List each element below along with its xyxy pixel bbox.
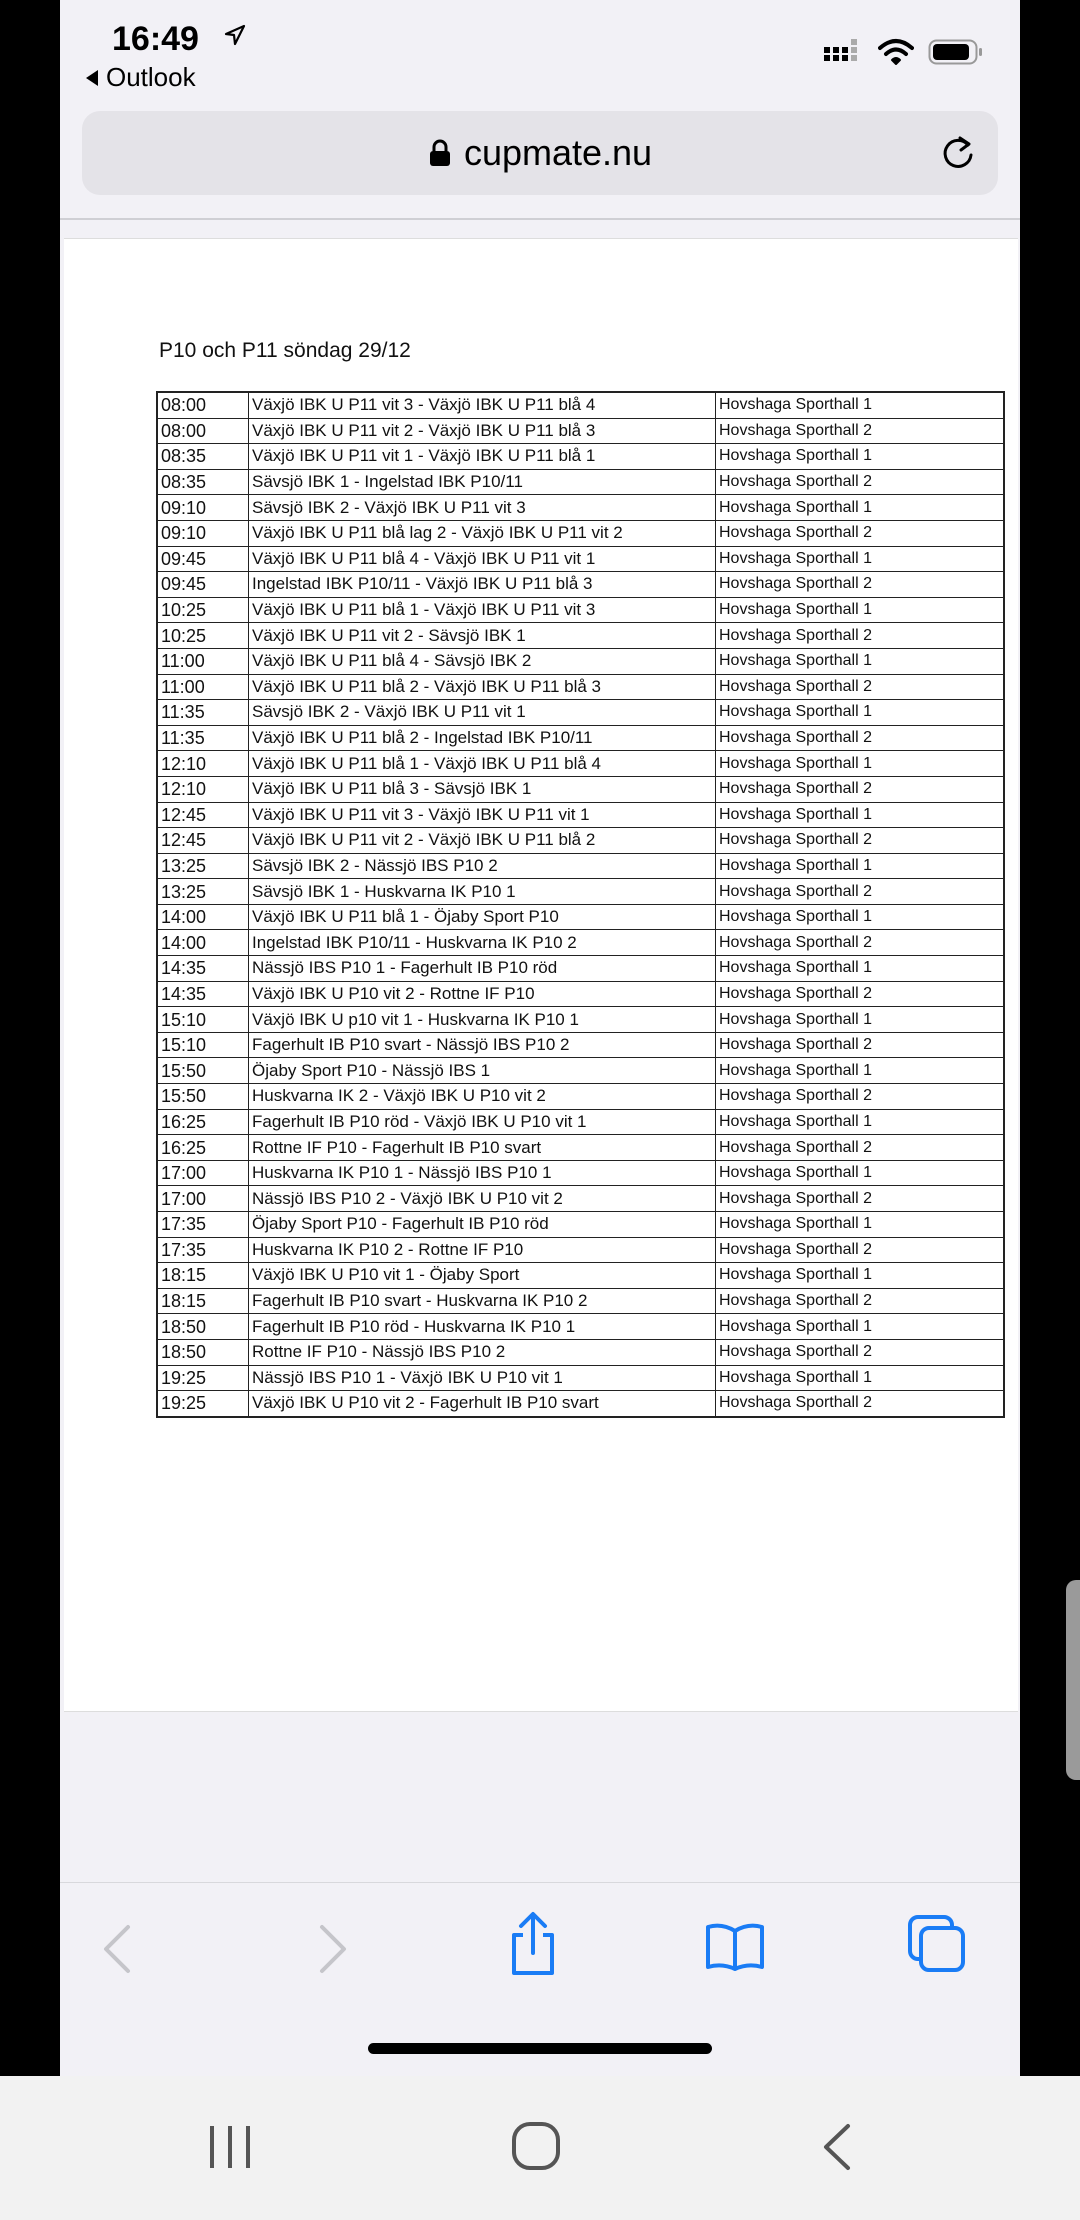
tabs-icon[interactable] bbox=[906, 1913, 968, 1975]
match-time: 15:10 bbox=[157, 1032, 249, 1058]
match-teams: Nässjö IBS P10 1 - Fagerhult IB P10 röd bbox=[249, 956, 716, 982]
status-time: 16:49 bbox=[112, 20, 199, 58]
table-row bbox=[157, 1365, 1004, 1391]
match-venue: Hovshaga Sporthall 2 bbox=[716, 469, 1005, 495]
match-teams: Nässjö IBS P10 2 - Växjö IBK U P10 vit 2 bbox=[249, 1186, 716, 1212]
match-teams: Växjö IBK U P11 blå 4 - Växjö IBK U P11 vit 1 bbox=[249, 546, 716, 572]
match-venue: Hovshaga Sporthall 2 bbox=[716, 1339, 1005, 1365]
match-venue: Hovshaga Sporthall 2 bbox=[716, 1186, 1005, 1212]
match-teams: Huskvarna IK 2 - Växjö IBK U P10 vit 2 bbox=[249, 1084, 716, 1110]
match-venue: Hovshaga Sporthall 1 bbox=[716, 1314, 1005, 1340]
table-row bbox=[157, 648, 1004, 674]
match-venue: Hovshaga Sporthall 2 bbox=[716, 879, 1005, 905]
table-row bbox=[157, 1288, 1004, 1314]
table-row bbox=[157, 981, 1004, 1007]
location-arrow-icon bbox=[224, 24, 246, 46]
match-teams: Fagerhult IB P10 röd - Huskvarna IK P10 1 bbox=[249, 1314, 716, 1340]
lock-icon bbox=[428, 138, 452, 168]
status-icons bbox=[824, 38, 984, 66]
match-venue: Hovshaga Sporthall 1 bbox=[716, 1160, 1005, 1186]
match-time: 13:25 bbox=[157, 879, 249, 905]
match-teams: Växjö IBK U P11 vit 1 - Växjö IBK U P11 blå 1 bbox=[249, 444, 716, 470]
match-teams: Växjö IBK U P11 vit 3 - Växjö IBK U P11 vit 1 bbox=[249, 802, 716, 828]
back-triangle-icon bbox=[86, 70, 98, 86]
match-teams: Växjö IBK U P10 vit 2 - Fagerhult IB P10 svart bbox=[249, 1391, 716, 1417]
table-row bbox=[157, 520, 1004, 546]
match-teams: Växjö IBK U P11 vit 3 - Växjö IBK U P11 blå 4 bbox=[249, 392, 716, 418]
match-teams: Sävsjö IBK 2 - Växjö IBK U P11 vit 3 bbox=[249, 495, 716, 521]
table-row bbox=[157, 1058, 1004, 1084]
table-row bbox=[157, 904, 1004, 930]
match-time: 14:35 bbox=[157, 956, 249, 982]
schedule-table bbox=[156, 391, 1005, 1418]
home-icon[interactable] bbox=[510, 2120, 562, 2172]
match-teams: Ingelstad IBK P10/11 - Huskvarna IK P10 2 bbox=[249, 930, 716, 956]
table-row bbox=[157, 1237, 1004, 1263]
table-row bbox=[157, 1263, 1004, 1289]
table-row bbox=[157, 802, 1004, 828]
back-icon[interactable] bbox=[818, 2122, 854, 2172]
match-time: 15:50 bbox=[157, 1084, 249, 1110]
address-bar[interactable] bbox=[82, 111, 998, 195]
match-teams: Rottne IF P10 - Nässjö IBS P10 2 bbox=[249, 1339, 716, 1365]
match-time: 19:25 bbox=[157, 1391, 249, 1417]
match-time: 18:50 bbox=[157, 1314, 249, 1340]
match-time: 10:25 bbox=[157, 597, 249, 623]
status-bar bbox=[60, 0, 1020, 100]
match-venue: Hovshaga Sporthall 2 bbox=[716, 1237, 1005, 1263]
match-teams: Växjö IBK U P10 vit 2 - Rottne IF P10 bbox=[249, 981, 716, 1007]
match-venue: Hovshaga Sporthall 1 bbox=[716, 546, 1005, 572]
match-venue: Hovshaga Sporthall 1 bbox=[716, 1263, 1005, 1289]
match-time: 18:15 bbox=[157, 1263, 249, 1289]
schedule-title: P10 och P11 söndag 29/12 bbox=[159, 339, 411, 362]
match-time: 14:00 bbox=[157, 930, 249, 956]
match-venue: Hovshaga Sporthall 2 bbox=[716, 828, 1005, 854]
table-row bbox=[157, 1135, 1004, 1161]
match-teams: Huskvarna IK P10 2 - Rottne IF P10 bbox=[249, 1237, 716, 1263]
match-teams: Växjö IBK U P11 vit 2 - Växjö IBK U P11 blå 2 bbox=[249, 828, 716, 854]
match-venue: Hovshaga Sporthall 2 bbox=[716, 1391, 1005, 1417]
match-time: 11:35 bbox=[157, 700, 249, 726]
table-row bbox=[157, 1212, 1004, 1238]
table-row bbox=[157, 572, 1004, 598]
match-time: 17:00 bbox=[157, 1160, 249, 1186]
match-venue: Hovshaga Sporthall 2 bbox=[716, 725, 1005, 751]
match-teams: Växjö IBK U P11 vit 2 - Växjö IBK U P11 blå 3 bbox=[249, 418, 716, 444]
chevron-left-icon[interactable] bbox=[98, 1919, 138, 1979]
match-teams: Sävsjö IBK 2 - Växjö IBK U P11 vit 1 bbox=[249, 700, 716, 726]
match-venue: Hovshaga Sporthall 1 bbox=[716, 1007, 1005, 1033]
battery-icon bbox=[928, 38, 984, 66]
match-time: 16:25 bbox=[157, 1109, 249, 1135]
table-row bbox=[157, 597, 1004, 623]
recents-icon[interactable] bbox=[206, 2124, 256, 2170]
table-row bbox=[157, 623, 1004, 649]
match-venue: Hovshaga Sporthall 2 bbox=[716, 674, 1005, 700]
table-row bbox=[157, 700, 1004, 726]
match-time: 14:00 bbox=[157, 904, 249, 930]
table-row bbox=[157, 1186, 1004, 1212]
match-time: 09:45 bbox=[157, 546, 249, 572]
table-row bbox=[157, 418, 1004, 444]
table-row bbox=[157, 469, 1004, 495]
match-venue: Hovshaga Sporthall 2 bbox=[716, 981, 1005, 1007]
match-venue: Hovshaga Sporthall 2 bbox=[716, 418, 1005, 444]
match-time: 15:10 bbox=[157, 1007, 249, 1033]
match-time: 12:45 bbox=[157, 802, 249, 828]
bottom-toolbar bbox=[60, 1882, 1020, 2076]
match-venue: Hovshaga Sporthall 1 bbox=[716, 495, 1005, 521]
side-panel-handle[interactable] bbox=[1066, 1580, 1080, 1780]
match-time: 08:00 bbox=[157, 392, 249, 418]
match-time: 09:10 bbox=[157, 495, 249, 521]
match-time: 08:35 bbox=[157, 469, 249, 495]
reload-icon[interactable] bbox=[938, 133, 978, 173]
match-time: 17:00 bbox=[157, 1186, 249, 1212]
safari-screen bbox=[60, 0, 1020, 2076]
match-time: 12:45 bbox=[157, 828, 249, 854]
home-indicator[interactable] bbox=[368, 2043, 712, 2054]
match-venue: Hovshaga Sporthall 1 bbox=[716, 956, 1005, 982]
match-venue: Hovshaga Sporthall 2 bbox=[716, 572, 1005, 598]
table-row bbox=[157, 725, 1004, 751]
match-time: 11:35 bbox=[157, 725, 249, 751]
match-time: 18:50 bbox=[157, 1339, 249, 1365]
table-row bbox=[157, 1032, 1004, 1058]
table-row bbox=[157, 495, 1004, 521]
match-teams: Växjö IBK U P11 blå 1 - Öjaby Sport P10 bbox=[249, 904, 716, 930]
match-teams: Sävsjö IBK 1 - Ingelstad IBK P10/11 bbox=[249, 469, 716, 495]
match-teams: Rottne IF P10 - Fagerhult IB P10 svart bbox=[249, 1135, 716, 1161]
match-time: 10:25 bbox=[157, 623, 249, 649]
match-teams: Växjö IBK U p10 vit 1 - Huskvarna IK P10 1 bbox=[249, 1007, 716, 1033]
match-teams: Växjö IBK U P11 blå 2 - Ingelstad IBK P10/11 bbox=[249, 725, 716, 751]
match-venue: Hovshaga Sporthall 1 bbox=[716, 1365, 1005, 1391]
match-venue: Hovshaga Sporthall 2 bbox=[716, 1135, 1005, 1161]
match-time: 08:00 bbox=[157, 418, 249, 444]
table-row bbox=[157, 1314, 1004, 1340]
table-row bbox=[157, 853, 1004, 879]
match-time: 14:35 bbox=[157, 981, 249, 1007]
chevron-right-icon[interactable] bbox=[312, 1919, 352, 1979]
match-teams: Öjaby Sport P10 - Fagerhult IB P10 röd bbox=[249, 1212, 716, 1238]
table-row bbox=[157, 828, 1004, 854]
match-time: 13:25 bbox=[157, 853, 249, 879]
match-venue: Hovshaga Sporthall 1 bbox=[716, 1109, 1005, 1135]
match-teams: Öjaby Sport P10 - Nässjö IBS 1 bbox=[249, 1058, 716, 1084]
table-row bbox=[157, 751, 1004, 777]
match-teams: Fagerhult IB P10 röd - Växjö IBK U P10 vit 1 bbox=[249, 1109, 716, 1135]
match-teams: Växjö IBK U P11 blå 1 - Växjö IBK U P11 blå 4 bbox=[249, 751, 716, 777]
table-row bbox=[157, 776, 1004, 802]
table-row bbox=[157, 956, 1004, 982]
table-row bbox=[157, 1084, 1004, 1110]
match-venue: Hovshaga Sporthall 1 bbox=[716, 444, 1005, 470]
match-teams: Växjö IBK U P11 blå 1 - Växjö IBK U P11 vit 3 bbox=[249, 597, 716, 623]
match-time: 19:25 bbox=[157, 1365, 249, 1391]
table-row bbox=[157, 1160, 1004, 1186]
back-to-app-link[interactable] bbox=[86, 62, 196, 93]
match-teams: Fagerhult IB P10 svart - Nässjö IBS P10 2 bbox=[249, 1032, 716, 1058]
table-row bbox=[157, 674, 1004, 700]
match-venue: Hovshaga Sporthall 1 bbox=[716, 904, 1005, 930]
match-venue: Hovshaga Sporthall 2 bbox=[716, 776, 1005, 802]
match-time: 11:00 bbox=[157, 674, 249, 700]
match-teams: Växjö IBK U P11 blå 4 - Sävsjö IBK 2 bbox=[249, 648, 716, 674]
match-teams: Växjö IBK U P11 blå 3 - Sävsjö IBK 1 bbox=[249, 776, 716, 802]
match-teams: Växjö IBK U P10 vit 1 - Öjaby Sport bbox=[249, 1263, 716, 1289]
match-time: 09:10 bbox=[157, 520, 249, 546]
android-navigation-bar bbox=[0, 2076, 1080, 2220]
match-venue: Hovshaga Sporthall 1 bbox=[716, 700, 1005, 726]
match-teams: Växjö IBK U P11 vit 2 - Sävsjö IBK 1 bbox=[249, 623, 716, 649]
match-venue: Hovshaga Sporthall 2 bbox=[716, 1084, 1005, 1110]
match-time: 09:45 bbox=[157, 572, 249, 598]
match-teams: Sävsjö IBK 1 - Huskvarna IK P10 1 bbox=[249, 879, 716, 905]
match-teams: Växjö IBK U P11 blå 2 - Växjö IBK U P11 blå 3 bbox=[249, 674, 716, 700]
match-venue: Hovshaga Sporthall 1 bbox=[716, 1058, 1005, 1084]
match-venue: Hovshaga Sporthall 2 bbox=[716, 1032, 1005, 1058]
match-teams: Nässjö IBS P10 1 - Växjö IBK U P10 vit 1 bbox=[249, 1365, 716, 1391]
match-venue: Hovshaga Sporthall 1 bbox=[716, 597, 1005, 623]
match-time: 17:35 bbox=[157, 1237, 249, 1263]
match-teams: Sävsjö IBK 2 - Nässjö IBS P10 2 bbox=[249, 853, 716, 879]
match-teams: Växjö IBK U P11 blå lag 2 - Växjö IBK U P11 vit 2 bbox=[249, 520, 716, 546]
url-text: cupmate.nu bbox=[463, 132, 653, 173]
match-venue: Hovshaga Sporthall 1 bbox=[716, 751, 1005, 777]
match-time: 08:35 bbox=[157, 444, 249, 470]
match-time: 17:35 bbox=[157, 1212, 249, 1238]
match-time: 16:25 bbox=[157, 1135, 249, 1161]
table-row bbox=[157, 546, 1004, 572]
match-time: 12:10 bbox=[157, 751, 249, 777]
table-row bbox=[157, 930, 1004, 956]
share-icon[interactable] bbox=[506, 1911, 560, 1977]
table-row bbox=[157, 392, 1004, 418]
table-row bbox=[157, 1109, 1004, 1135]
match-venue: Hovshaga Sporthall 2 bbox=[716, 930, 1005, 956]
match-teams: Fagerhult IB P10 svart - Huskvarna IK P10 2 bbox=[249, 1288, 716, 1314]
match-venue: Hovshaga Sporthall 1 bbox=[716, 802, 1005, 828]
match-venue: Hovshaga Sporthall 1 bbox=[716, 1212, 1005, 1238]
toolbar-divider bbox=[60, 218, 1020, 220]
table-row bbox=[157, 1007, 1004, 1033]
table-row bbox=[157, 879, 1004, 905]
bookmarks-icon[interactable] bbox=[704, 1921, 766, 1973]
match-time: 15:50 bbox=[157, 1058, 249, 1084]
table-row bbox=[157, 1391, 1004, 1417]
table-row bbox=[157, 444, 1004, 470]
match-time: 12:10 bbox=[157, 776, 249, 802]
match-venue: Hovshaga Sporthall 2 bbox=[716, 623, 1005, 649]
match-time: 18:15 bbox=[157, 1288, 249, 1314]
match-venue: Hovshaga Sporthall 2 bbox=[716, 520, 1005, 546]
match-time: 11:00 bbox=[157, 648, 249, 674]
match-venue: Hovshaga Sporthall 1 bbox=[716, 392, 1005, 418]
match-venue: Hovshaga Sporthall 1 bbox=[716, 853, 1005, 879]
back-app-label: Outlook bbox=[106, 62, 196, 92]
match-venue: Hovshaga Sporthall 2 bbox=[716, 1288, 1005, 1314]
match-teams: Huskvarna IK P10 1 - Nässjö IBS P10 1 bbox=[249, 1160, 716, 1186]
match-venue: Hovshaga Sporthall 1 bbox=[716, 648, 1005, 674]
cellular-signal-icon bbox=[824, 39, 864, 65]
pdf-page bbox=[64, 238, 1018, 1712]
table-row bbox=[157, 1339, 1004, 1365]
wifi-icon bbox=[878, 38, 914, 66]
match-teams: Ingelstad IBK P10/11 - Växjö IBK U P11 blå 3 bbox=[249, 572, 716, 598]
